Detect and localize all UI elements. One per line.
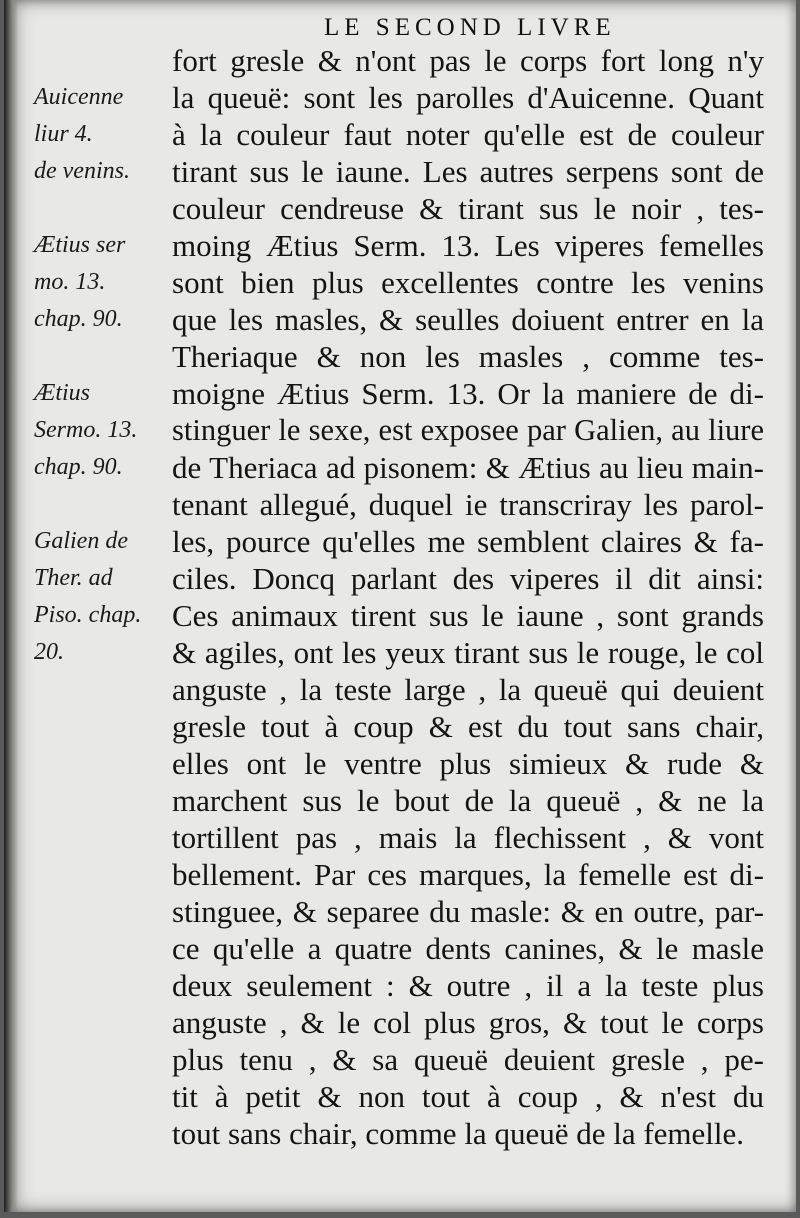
text-line: couleur cendreuse & tirant sus le noir , tes- [172,191,764,226]
margin-note: Ætius ser [34,232,126,258]
text-line: plus tenu , & sa queuë deuient gresle , pe- [172,1042,764,1077]
margin-note: chap. 90. [34,454,123,480]
margin-note: chap. 90. [34,306,123,332]
text-line: stinguer le sexe, est exposee par Galien, au liure [172,413,764,447]
text-line: ciles. Doncq parlant des viperes il dit ainsi: [172,561,764,596]
text-line: Ces animaux tirent sus le iaune , sont grands [172,598,764,633]
margin-note: Ætius [34,380,91,406]
text-line: anguste , la teste large , la queuë qui deuient [172,672,764,707]
margin-note: mo. 13. [34,269,106,295]
text-line: tenant allegué, duquel ie transcriray les parol- [172,487,764,522]
margin-note: liur 4. [34,121,93,147]
margin-note: Auicenne [34,84,124,110]
text-line: les, pource qu'elles me semblent claires & fa- [172,524,764,559]
running-head: LE SECOND LIVRE [324,14,616,41]
text-line: tortillent pas , mais la flechissent , & vont [172,820,764,855]
text-line: la queuë: sont les parolles d'Auicenne. Quant [172,80,764,115]
margin-note: Ther. ad [34,565,113,591]
margin-note: Piso. chap. [34,602,142,628]
text-line: stinguee, & separee du masle: & en outre, par- [172,894,764,929]
text-line: gresle tout à coup & est du tout sans chair, [172,709,764,744]
text-line: moigne Ætius Serm. 13. Or la maniere de di- [172,376,764,411]
margin-notes [34,79,170,671]
text-line: Theriaque & non les masles , comme tes- [172,339,764,374]
text-line: ce qu'elle a quatre dents canines, & le masle [172,931,764,966]
body-text [172,42,764,1152]
text-line: tirant sus le iaune. Les autres serpens sont de [172,154,764,189]
margin-note: 20. [34,639,64,665]
text-line: de Theriaca ad pisonem: & Ætius au lieu main- [172,450,764,485]
text-line: marchent sus le bout de la queuë , & ne la [172,783,764,818]
text-line: à la couleur faut noter qu'elle est de couleur [172,117,764,152]
book-page [4,0,796,1212]
binding-gutter [4,0,18,1212]
text-line: fort gresle & n'ont pas le corps fort long n'y [172,43,764,78]
text-line: tout sans chair, comme la queuë de la femelle. [172,1116,745,1151]
text-line: que les masles, & seulles doiuent entrer en la [172,302,764,337]
text-line: sont bien plus excellentes contre les venins [172,265,764,300]
text-line: bellement. Par ces marques, la femelle est di- [172,857,764,892]
text-line: elles ont le ventre plus simieux & rude & [172,746,764,781]
margin-note: de venins. [34,158,130,184]
text-line: anguste , & le col plus gros, & tout le corps [172,1005,764,1040]
text-line: deux seulement : & outre , il a la teste plus [172,968,764,1003]
text-line: moing Ætius Serm. 13. Les viperes femelles [172,228,764,263]
text-line: tit à petit & non tout à coup , & n'est du [172,1079,764,1114]
margin-note: Sermo. 13. [34,417,138,443]
margin-note: Galien de [34,528,128,554]
text-line: & agiles, ont les yeux tirant sus le rouge, le col [172,635,764,670]
